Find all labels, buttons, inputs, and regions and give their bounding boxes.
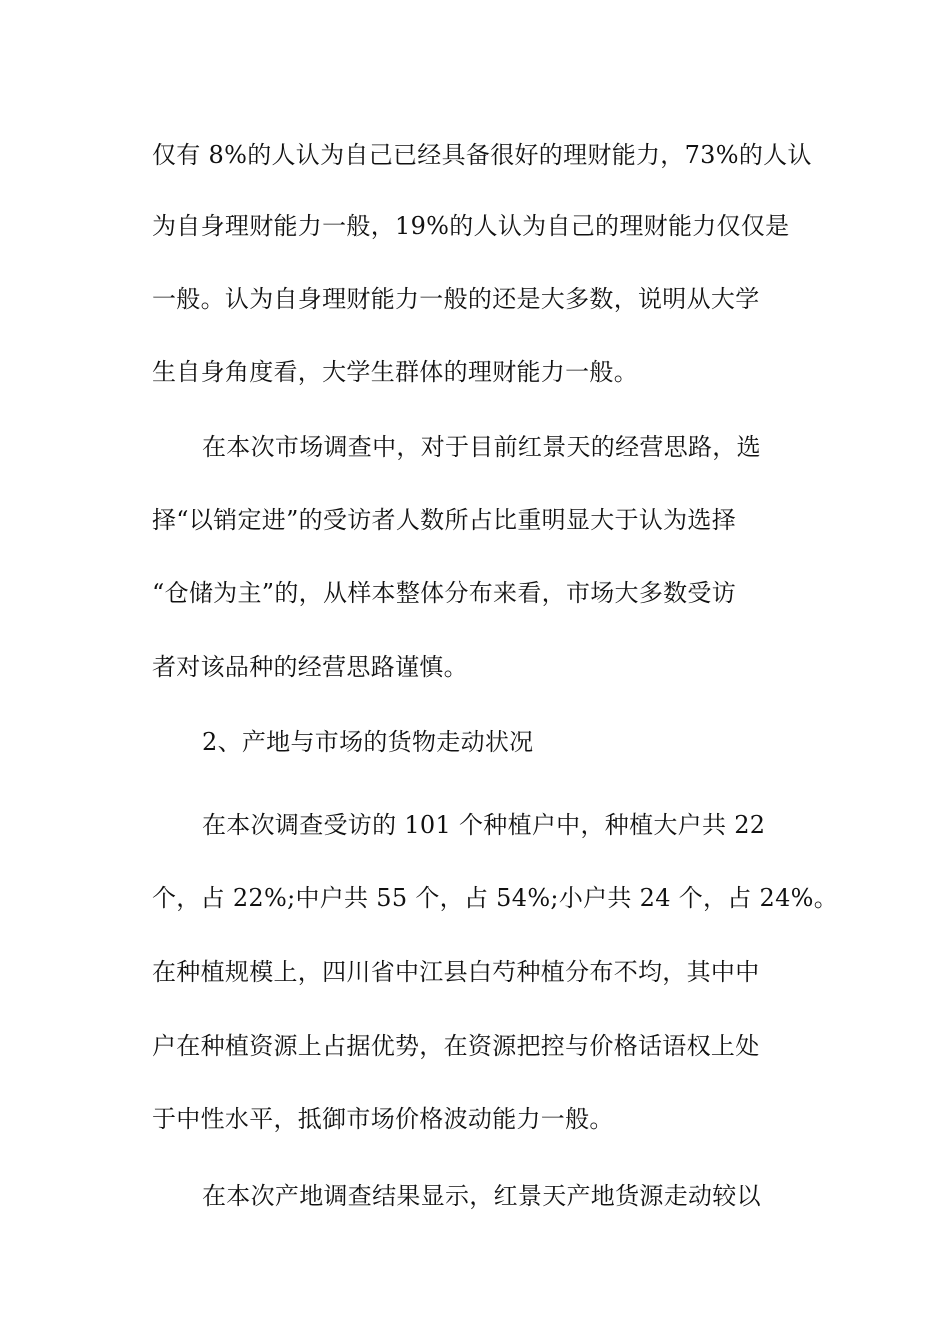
text-line: 一般。认为自身理财能力一般的还是大多数，说明从大学 <box>152 285 760 313</box>
section-heading: 2、产地与市场的货物走动状况 <box>202 728 534 756</box>
text-line: “仓储为主”的，从样本整体分布来看，市场大多数受访 <box>152 579 737 607</box>
text-line: 择“以销定进”的受访者人数所占比重明显大于认为选择 <box>152 506 737 534</box>
paragraph-first-line: 在本次调查受访的 101 个种植户中，种植大户共 22 <box>202 811 766 839</box>
text-line: 户在种植资源上占据优势，在资源把控与价格话语权上处 <box>152 1032 760 1060</box>
text-line: 个，占 22%;中户共 55 个，占 54%;小户共 24 个，占 24%。 <box>152 884 839 912</box>
text-line: 者对该品种的经营思路谨慎。 <box>152 653 468 681</box>
text-line: 生自身角度看，大学生群体的理财能力一般。 <box>152 358 638 386</box>
text-line: 仅有 8%的人认为自己已经具备很好的理财能力，73%的人认 <box>152 141 812 169</box>
text-line: 为自身理财能力一般，19%的人认为自己的理财能力仅仅是 <box>152 212 790 240</box>
paragraph-first-line: 在本次市场调查中，对于目前红景天的经营思路，选 <box>202 433 761 461</box>
paragraph-first-line: 在本次产地调查结果显示，红景天产地货源走动较以 <box>202 1182 761 1210</box>
text-line: 于中性水平，抵御市场价格波动能力一般。 <box>152 1105 614 1133</box>
text-line: 在种植规模上，四川省中江县白芍种植分布不均，其中中 <box>152 958 760 986</box>
